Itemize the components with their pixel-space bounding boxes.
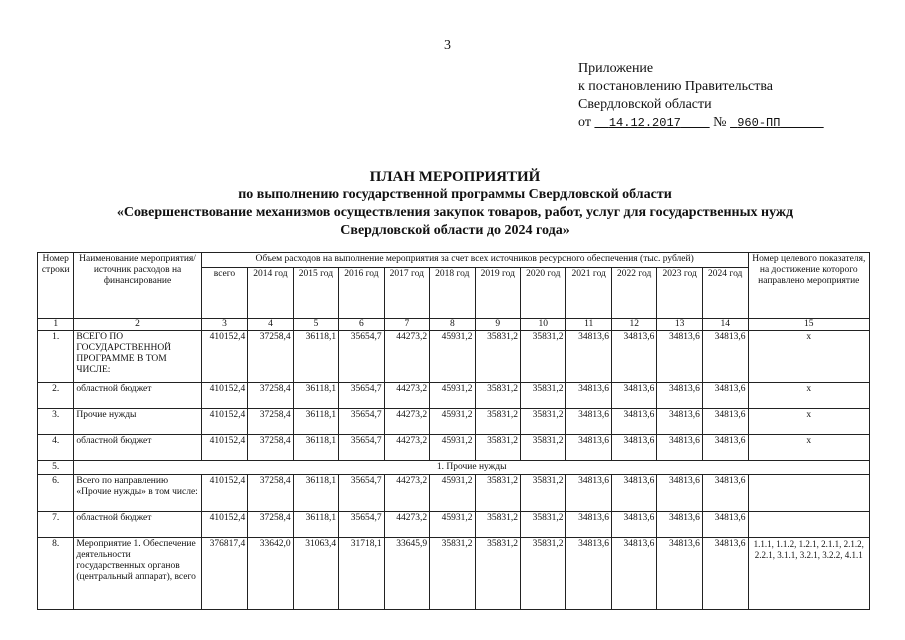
column-index: 4: [248, 319, 293, 331]
year-value-cell: 35654,7: [339, 383, 384, 409]
year-value-cell: 31718,1: [339, 538, 384, 610]
document-title: [40, 168, 870, 240]
target-indicator-cell: [748, 475, 869, 512]
year-value-cell: 35831,2: [521, 409, 566, 435]
year-value-cell: 34813,6: [657, 409, 702, 435]
table-row: [38, 409, 870, 435]
header-year: 2019 год: [475, 268, 520, 319]
year-value-cell: 35831,2: [521, 475, 566, 512]
target-indicator-cell: [748, 512, 869, 538]
year-value-cell: 44273,2: [384, 383, 429, 409]
year-value-cell: 34813,6: [566, 512, 611, 538]
year-value-cell: 35654,7: [339, 512, 384, 538]
year-value-cell: 34813,6: [702, 512, 748, 538]
year-value-cell: 35831,2: [521, 383, 566, 409]
total-cell: 410152,4: [201, 383, 247, 409]
table-row: [38, 512, 870, 538]
year-value-cell: 34813,6: [566, 475, 611, 512]
year-value-cell: 45931,2: [430, 331, 475, 383]
appendix-date-line: [578, 114, 824, 132]
year-value-cell: 35831,2: [475, 512, 520, 538]
column-index: 14: [702, 319, 748, 331]
year-value-cell: 34813,6: [611, 475, 656, 512]
year-value-cell: 35654,7: [339, 331, 384, 383]
year-value-cell: 34813,6: [657, 512, 702, 538]
plan-table-body: [38, 331, 870, 610]
section-heading-cell: 1. Прочие нужды: [74, 461, 870, 475]
title-line-1: ПЛАН МЕРОПРИЯТИЙ: [369, 169, 541, 185]
year-value-cell: 35831,2: [475, 538, 520, 610]
page-number: 3: [444, 38, 451, 53]
total-cell: 410152,4: [201, 331, 247, 383]
year-value-cell: 36118,1: [293, 435, 338, 461]
title-line-3: «Совершенствование механизмов осуществления закупок товаров, работ, услуг для государственных нужд: [116, 205, 794, 220]
row-number-cell: 5.: [38, 461, 74, 475]
year-value-cell: 34813,6: [566, 538, 611, 610]
year-value-cell: 34813,6: [657, 331, 702, 383]
header-year: 2021 год: [566, 268, 611, 319]
header-year: 2016 год: [339, 268, 384, 319]
target-indicator-cell: х: [748, 435, 869, 461]
year-value-cell: 36118,1: [293, 409, 338, 435]
table-row: [38, 461, 870, 475]
header-row-number: Номер строки: [38, 253, 74, 319]
year-value-cell: 34813,6: [657, 435, 702, 461]
year-value-cell: 44273,2: [384, 331, 429, 383]
year-value-cell: 34813,6: [702, 331, 748, 383]
column-index: 2: [74, 319, 201, 331]
total-cell: 376817,4: [201, 538, 247, 610]
column-index: 15: [748, 319, 869, 331]
row-number-cell: 7.: [38, 512, 74, 538]
name-cell: Всего по направлению «Прочие нужды» в том числе:: [74, 475, 201, 512]
name-cell: Мероприятие 1. Обеспечение деятельности государственных органов (центральный аппарат), всего: [74, 538, 201, 610]
column-index: 11: [566, 319, 611, 331]
target-indicator-cell: х: [748, 409, 869, 435]
year-value-cell: 34813,6: [566, 409, 611, 435]
year-value-cell: 33645,9: [384, 538, 429, 610]
header-name: Наименование мероприятия/ источник расходов на финансирование: [74, 253, 201, 319]
row-number-cell: 8.: [38, 538, 74, 610]
row-number-cell: 4.: [38, 435, 74, 461]
year-value-cell: 31063,4: [293, 538, 338, 610]
year-value-cell: 37258,4: [248, 475, 293, 512]
name-cell: Прочие нужды: [74, 409, 201, 435]
header-year: 2023 год: [657, 268, 702, 319]
date-prefix: от: [578, 115, 591, 130]
appendix-block: [578, 60, 824, 132]
year-value-cell: 45931,2: [430, 383, 475, 409]
column-index: 6: [339, 319, 384, 331]
column-index: 10: [521, 319, 566, 331]
column-index: 1: [38, 319, 74, 331]
title-line-2: по выполнению государственной программы Свердловской области: [238, 187, 672, 202]
year-value-cell: 36118,1: [293, 383, 338, 409]
year-value-cell: 34813,6: [611, 538, 656, 610]
header-year: 2018 год: [430, 268, 475, 319]
target-indicator-cell: х: [748, 383, 869, 409]
year-value-cell: 35831,2: [475, 475, 520, 512]
year-value-cell: 35654,7: [339, 435, 384, 461]
year-value-cell: 37258,4: [248, 512, 293, 538]
header-target: Номер целевого показателя, на достижение которого направлено мероприятие: [748, 253, 869, 319]
year-value-cell: 35831,2: [475, 435, 520, 461]
column-index: 12: [611, 319, 656, 331]
year-value-cell: 44273,2: [384, 475, 429, 512]
year-value-cell: 34813,6: [611, 409, 656, 435]
year-value-cell: 33642,0: [248, 538, 293, 610]
row-number-cell: 3.: [38, 409, 74, 435]
plan-table: [37, 252, 870, 610]
name-cell: областной бюджет: [74, 435, 201, 461]
year-value-cell: 35831,2: [521, 435, 566, 461]
year-value-cell: 45931,2: [430, 512, 475, 538]
name-cell: ВСЕГО ПО ГОСУДАРСТВЕННОЙ ПРОГРАММЕ В ТОМ ЧИСЛЕ:: [74, 331, 201, 383]
table-row: [38, 383, 870, 409]
row-number-cell: 6.: [38, 475, 74, 512]
column-index: 9: [475, 319, 520, 331]
year-value-cell: 34813,6: [611, 383, 656, 409]
year-value-cell: 37258,4: [248, 331, 293, 383]
year-value-cell: 34813,6: [702, 435, 748, 461]
table-row: [38, 331, 870, 383]
decree-date: 14.12.2017: [608, 116, 681, 130]
year-value-cell: 36118,1: [293, 331, 338, 383]
table-row: [38, 435, 870, 461]
year-value-cell: 36118,1: [293, 475, 338, 512]
header-year: 2015 год: [293, 268, 338, 319]
target-indicator-cell: х: [748, 331, 869, 383]
year-value-cell: 35654,7: [339, 475, 384, 512]
column-index: 3: [201, 319, 247, 331]
year-value-cell: 37258,4: [248, 435, 293, 461]
year-value-cell: 34813,6: [611, 512, 656, 538]
header-year: 2017 год: [384, 268, 429, 319]
total-cell: 410152,4: [201, 475, 247, 512]
year-value-cell: 44273,2: [384, 435, 429, 461]
year-value-cell: 34813,6: [657, 383, 702, 409]
year-value-cell: 45931,2: [430, 475, 475, 512]
total-cell: 410152,4: [201, 409, 247, 435]
name-cell: областной бюджет: [74, 512, 201, 538]
year-value-cell: 34813,6: [611, 331, 656, 383]
year-value-cell: 34813,6: [566, 331, 611, 383]
total-cell: 410152,4: [201, 435, 247, 461]
appendix-line-1: Приложение: [578, 61, 654, 76]
column-index: 8: [430, 319, 475, 331]
year-value-cell: 37258,4: [248, 383, 293, 409]
year-value-cell: 45931,2: [430, 435, 475, 461]
header-year: 2014 год: [248, 268, 293, 319]
title-line-4: Свердловской области до 2024 года»: [340, 223, 570, 238]
year-value-cell: 45931,2: [430, 409, 475, 435]
year-value-cell: 35831,2: [475, 383, 520, 409]
table-row: [38, 538, 870, 610]
year-value-cell: 35831,2: [521, 538, 566, 610]
year-value-cell: 34813,6: [702, 538, 748, 610]
name-cell: областной бюджет: [74, 383, 201, 409]
year-value-cell: 34813,6: [702, 475, 748, 512]
year-value-cell: 35831,2: [430, 538, 475, 610]
header-total: всего: [201, 268, 247, 319]
year-value-cell: 44273,2: [384, 512, 429, 538]
row-number-cell: 2.: [38, 383, 74, 409]
year-value-cell: 34813,6: [611, 435, 656, 461]
column-index-row: [38, 319, 870, 331]
total-cell: 410152,4: [201, 512, 247, 538]
appendix-line-2: к постановлению Правительства: [578, 79, 774, 94]
year-value-cell: 34813,6: [657, 538, 702, 610]
header-year: 2024 год: [702, 268, 748, 319]
year-value-cell: 35831,2: [475, 409, 520, 435]
number-prefix: №: [713, 115, 727, 130]
year-value-cell: 34813,6: [566, 383, 611, 409]
target-indicator-cell: 1.1.1, 1.1.2, 1.2.1, 2.1.1, 2.1.2, 2.2.1, 3.1.1, 3.2.1, 3.2.2, 4.1.1: [748, 538, 869, 610]
header-year: 2020 год: [521, 268, 566, 319]
year-value-cell: 34813,6: [657, 475, 702, 512]
column-index: 7: [384, 319, 429, 331]
year-value-cell: 34813,6: [566, 435, 611, 461]
year-value-cell: 44273,2: [384, 409, 429, 435]
header-volume: Объем расходов на выполнение мероприятия за счет всех источников ресурсного обеспечения (тыс. рублей): [201, 253, 748, 268]
year-value-cell: 37258,4: [248, 409, 293, 435]
year-value-cell: 35831,2: [521, 512, 566, 538]
decree-number: 960-ПП: [737, 116, 781, 130]
year-value-cell: 35831,2: [521, 331, 566, 383]
row-number-cell: 1.: [38, 331, 74, 383]
appendix-line-3: Свердловской области: [578, 97, 712, 112]
year-value-cell: 34813,6: [702, 409, 748, 435]
column-index: 5: [293, 319, 338, 331]
year-value-cell: 36118,1: [293, 512, 338, 538]
column-index: 13: [657, 319, 702, 331]
year-value-cell: 35831,2: [475, 331, 520, 383]
year-value-cell: 34813,6: [702, 383, 748, 409]
header-year: 2022 год: [611, 268, 656, 319]
year-value-cell: 35654,7: [339, 409, 384, 435]
table-row: [38, 475, 870, 512]
